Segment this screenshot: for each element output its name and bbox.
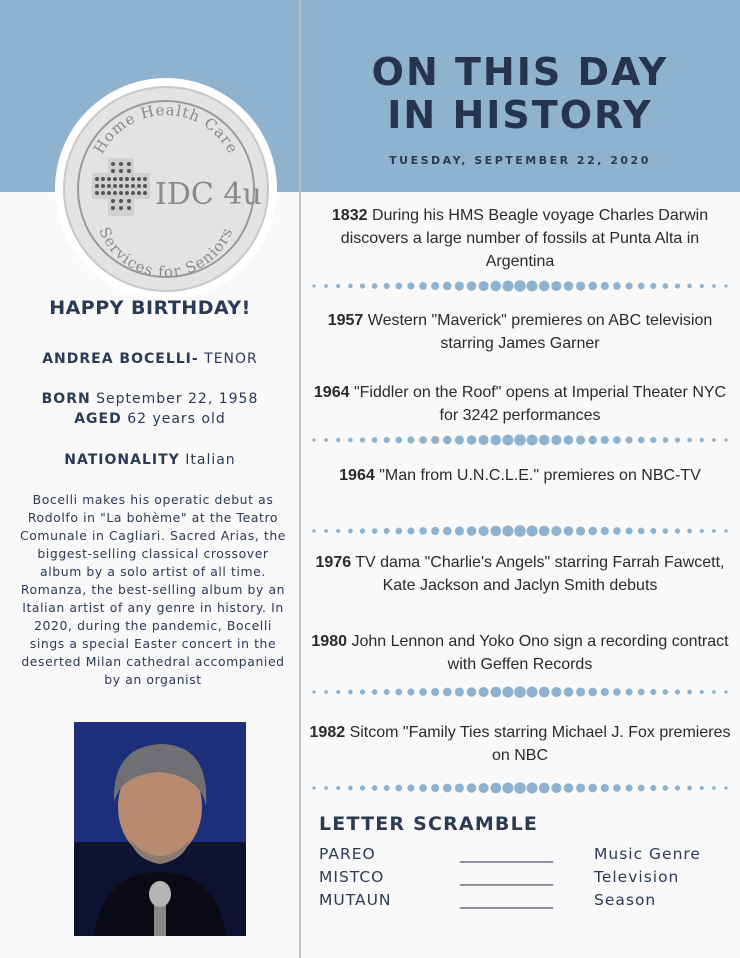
divider-dot	[467, 526, 477, 536]
divider-dot	[324, 438, 328, 442]
divider-dot	[687, 529, 692, 534]
divider-dot	[588, 527, 597, 536]
divider-dot	[638, 283, 645, 290]
divider-dot	[613, 784, 621, 792]
dot-divider	[310, 432, 730, 448]
divider-dot	[431, 282, 439, 290]
event-1982	[305, 721, 735, 767]
divider-dot	[576, 435, 585, 444]
divider-dot	[372, 689, 378, 695]
divider-dot	[348, 284, 353, 289]
aged-label: AGED	[74, 411, 122, 427]
divider-dot	[527, 525, 538, 536]
divider-dot	[588, 282, 597, 291]
divider-dot	[626, 527, 633, 534]
divider-dot	[675, 283, 680, 288]
divider-dot	[626, 784, 633, 791]
divider-dot	[407, 688, 414, 695]
divider-dot	[712, 438, 716, 442]
divider-dot	[700, 690, 704, 694]
event-year: 1964	[313, 384, 350, 401]
divider-dot	[490, 687, 501, 698]
divider-dot	[539, 435, 550, 446]
scramble-row	[319, 891, 719, 913]
divider-dot	[724, 529, 727, 532]
divider-dot	[663, 689, 669, 695]
divider-dot	[712, 529, 716, 533]
logo-artwork	[55, 78, 277, 300]
divider-dot	[601, 688, 609, 696]
divider-dot	[687, 690, 692, 695]
divider-dot	[348, 438, 353, 443]
svg-text:Services for Seniors	[95, 224, 236, 281]
divider-dot	[455, 687, 464, 696]
scramble-row	[319, 868, 719, 890]
divider-dot	[626, 688, 633, 695]
divider-dot	[626, 282, 633, 289]
divider-dot	[663, 528, 669, 534]
divider-dot	[551, 687, 561, 697]
divider-dot	[419, 436, 427, 444]
divider-dot	[360, 689, 365, 694]
divider-dot	[348, 690, 353, 695]
divider-dot	[638, 437, 645, 444]
divider-dot	[601, 436, 609, 444]
divider-dot	[467, 435, 477, 445]
divider-dot	[384, 283, 390, 289]
birthday-bio: Bocelli makes his operatic debut as Rodolfo in "La bohème" at the Teatro Comunale in Cagliari. Sacred Arias, the biggest-selling classical crossover album by a solo artist of all time. Romanza, the best-selling album by an Italian artist of any genre in history. In 2020, during the pandemic, Bocelli sings a special Easter concert in the deserted Milan cathedral accompanied by an organist	[19, 492, 287, 687]
nationality-value: Italian	[185, 452, 236, 468]
divider-dot	[638, 785, 645, 792]
divider-dot	[443, 436, 452, 445]
divider-dot	[527, 782, 538, 793]
divider-dot	[663, 785, 669, 791]
divider-dot	[700, 786, 704, 790]
divider-dot	[724, 284, 727, 287]
divider-dot	[601, 527, 609, 535]
divider-dot	[312, 438, 315, 441]
divider-dot	[324, 690, 328, 694]
divider-dot	[675, 528, 680, 533]
page-date: TUESDAY, SEPTEMBER 22, 2020	[389, 154, 651, 167]
divider-dot	[419, 527, 427, 535]
divider-dot	[360, 283, 365, 288]
divider-dot	[613, 282, 621, 290]
divider-dot	[514, 686, 526, 698]
divider-dot	[539, 783, 550, 794]
divider-dot	[419, 282, 427, 290]
born-value: September 22, 1958	[96, 391, 259, 407]
event-text: Sitcom "Family Ties starring Michael J. Fox premieres on NBC	[349, 724, 731, 764]
divider-dot	[514, 434, 526, 446]
divider-dot	[650, 689, 656, 695]
event-text: Western "Maverick" premieres on ABC television starring James Garner	[367, 312, 713, 352]
divider-dot	[675, 437, 680, 442]
divider-dot	[467, 687, 477, 697]
dot-divider	[310, 780, 730, 796]
divider-dot	[490, 281, 501, 292]
divider-dot	[395, 528, 402, 535]
divider-dot	[502, 434, 513, 445]
divider-dot	[336, 438, 340, 442]
divider-dot	[431, 527, 439, 535]
divider-dot	[588, 688, 597, 697]
dot-divider-graphic	[310, 278, 730, 294]
divider-dot	[613, 436, 621, 444]
divider-dot	[384, 528, 390, 534]
dot-divider-graphic	[310, 780, 730, 796]
divider-dot	[431, 784, 439, 792]
birthday-heading: HAPPY BIRTHDAY!	[49, 297, 251, 319]
event-text: "Man from U.N.C.L.E." premieres on NBC-TV	[379, 467, 701, 484]
scramble-blank: ____________	[460, 845, 553, 863]
nationality-label: NATIONALITY	[64, 452, 180, 468]
divider-dot	[348, 529, 353, 534]
divider-dot	[312, 786, 315, 789]
divider-dot	[638, 528, 645, 535]
divider-dot	[588, 784, 597, 793]
divider-dot	[479, 687, 489, 697]
divider-dot	[712, 284, 716, 288]
divider-dot	[564, 687, 574, 697]
svg-text:Home Health Care	[90, 101, 242, 157]
divider-dot	[324, 529, 328, 533]
divider-dot	[443, 784, 452, 793]
divider-dot	[675, 689, 680, 694]
divider-dot	[372, 528, 378, 534]
scramble-row	[319, 845, 719, 867]
divider-dot	[650, 785, 656, 791]
divider-dot	[601, 784, 609, 792]
scramble-blank: ____________	[460, 868, 553, 886]
divider-dot	[502, 782, 513, 793]
divider-dot	[650, 283, 656, 289]
divider-dot	[490, 783, 501, 794]
divider-dot	[687, 438, 692, 443]
divider-dot	[502, 686, 513, 697]
event-1976	[305, 551, 735, 597]
event-1980	[305, 630, 735, 676]
divider-dot	[479, 783, 489, 793]
portrait-illustration	[74, 722, 246, 936]
medical-cross-icon	[92, 158, 150, 216]
divider-dot	[712, 690, 716, 694]
scramble-hint: Music Genre	[594, 845, 701, 863]
event-text: John Lennon and Yoko Ono sign a recording contract with Geffen Records	[351, 633, 729, 673]
divider-dot	[336, 284, 340, 288]
divider-dot	[395, 283, 402, 290]
divider-dot	[700, 529, 704, 533]
divider-dot	[490, 526, 501, 537]
event-text: TV dama "Charlie's Angels" starring Farrah Fawcett, Kate Jackson and Jaclyn Smith debuts	[355, 554, 725, 594]
divider-dot	[601, 282, 609, 290]
event-year: 1832	[331, 207, 368, 224]
divider-dot	[539, 281, 550, 292]
divider-dot	[443, 282, 452, 291]
divider-dot	[455, 281, 464, 290]
divider-dot	[419, 784, 427, 792]
person-name: ANDREA BOCELLI-	[42, 351, 199, 367]
event-year: 1957	[327, 312, 364, 329]
divider-dot	[312, 529, 315, 532]
divider-dot	[650, 528, 656, 534]
divider-dot	[514, 525, 526, 537]
aged-line	[0, 411, 300, 427]
event-1964-uncle	[305, 464, 735, 487]
divider-dot	[407, 436, 414, 443]
divider-dot	[455, 783, 464, 792]
event-text: During his HMS Beagle voyage Charles Darwin discovers a large number of fossils at Punta Alta in Argentina	[340, 207, 709, 270]
divider-dot	[407, 282, 414, 289]
scramble-hint: Television	[594, 868, 680, 886]
dot-divider-graphic	[310, 523, 730, 539]
divider-dot	[455, 526, 464, 535]
event-1957	[305, 309, 735, 355]
divider-dot	[700, 284, 704, 288]
divider-dot	[336, 690, 340, 694]
divider-dot	[479, 435, 489, 445]
company-logo	[55, 78, 277, 300]
divider-dot	[650, 437, 656, 443]
divider-dot	[551, 435, 561, 445]
divider-dot	[336, 786, 340, 790]
born-line	[0, 391, 300, 407]
event-1832	[305, 204, 735, 273]
divider-dot	[514, 782, 526, 794]
divider-dot	[564, 435, 574, 445]
divider-dot	[576, 281, 585, 290]
scramble-blank: ____________	[460, 891, 553, 909]
logo-brand: IDC 4u	[155, 177, 262, 212]
divider-dot	[372, 283, 378, 289]
divider-dot	[613, 688, 621, 696]
divider-dot	[443, 688, 452, 697]
divider-dot	[588, 436, 597, 445]
divider-dot	[724, 786, 727, 789]
divider-dot	[348, 786, 353, 791]
divider-dot	[372, 785, 378, 791]
event-year: 1964	[339, 467, 375, 484]
divider-dot	[564, 526, 574, 536]
born-label: BORN	[41, 391, 91, 407]
dot-divider-graphic	[310, 432, 730, 448]
event-year: 1980	[311, 633, 347, 650]
logo-top-text: Home Health Care	[89, 100, 243, 157]
divider-dot	[407, 527, 414, 534]
divider-dot	[360, 437, 365, 442]
divider-dot	[551, 526, 561, 536]
scramble-hint: Season	[594, 891, 657, 909]
divider-dot	[324, 786, 328, 790]
divider-dot	[467, 281, 477, 291]
divider-dot	[324, 284, 328, 288]
event-text: "Fiddler on the Roof" opens at Imperial Theater NYC for 3242 performances	[353, 384, 727, 424]
divider-dot	[360, 528, 365, 533]
divider-dot	[490, 435, 501, 446]
divider-dot	[479, 526, 489, 536]
nationality-line	[0, 452, 300, 468]
divider-dot	[312, 284, 315, 287]
divider-dot	[395, 689, 402, 696]
divider-dot	[527, 280, 538, 291]
scramble-word: PAREO	[319, 845, 376, 863]
divider-dot	[724, 438, 727, 441]
divider-dot	[479, 281, 489, 291]
divider-dot	[384, 437, 390, 443]
dot-divider	[310, 684, 730, 700]
divider-dot	[613, 527, 621, 535]
divider-dot	[514, 280, 526, 292]
divider-dot	[539, 687, 550, 698]
divider-dot	[712, 786, 716, 790]
dot-divider	[310, 278, 730, 294]
divider-dot	[467, 783, 477, 793]
scramble-title: LETTER SCRAMBLE	[319, 813, 539, 835]
aged-value: 62 years old	[127, 411, 226, 427]
divider-dot	[724, 690, 727, 693]
person-role: TENOR	[204, 351, 258, 367]
page-title-line1: ON THIS DAY	[371, 50, 669, 94]
divider-dot	[419, 688, 427, 696]
person-photo	[74, 722, 246, 936]
divider-dot	[407, 784, 414, 791]
divider-dot	[395, 437, 402, 444]
divider-dot	[455, 435, 464, 444]
divider-dot	[700, 438, 704, 442]
dot-divider-graphic	[310, 684, 730, 700]
divider-dot	[576, 783, 585, 792]
divider-dot	[360, 785, 365, 790]
page-title-line2: IN HISTORY	[387, 93, 653, 137]
divider-dot	[443, 527, 452, 536]
divider-dot	[551, 783, 561, 793]
column-divider	[299, 0, 301, 958]
divider-dot	[527, 686, 538, 697]
event-year: 1976	[315, 554, 352, 571]
divider-dot	[312, 690, 315, 693]
dot-divider	[310, 523, 730, 539]
divider-dot	[384, 689, 390, 695]
divider-dot	[663, 283, 669, 289]
event-1964-fiddler	[305, 381, 735, 427]
divider-dot	[576, 526, 585, 535]
divider-dot	[395, 785, 402, 792]
divider-dot	[372, 437, 378, 443]
divider-dot	[551, 281, 561, 291]
scramble-word: MISTCO	[319, 868, 385, 886]
divider-dot	[663, 437, 669, 443]
divider-dot	[502, 280, 513, 291]
divider-dot	[384, 785, 390, 791]
divider-dot	[638, 689, 645, 696]
event-year: 1982	[309, 724, 346, 741]
scramble-word: MUTAUN	[319, 891, 392, 909]
divider-dot	[687, 786, 692, 791]
birthday-person	[0, 351, 300, 367]
divider-dot	[527, 434, 538, 445]
divider-dot	[687, 284, 692, 289]
divider-dot	[502, 525, 513, 536]
divider-dot	[431, 436, 439, 444]
divider-dot	[576, 687, 585, 696]
logo-bottom-text: Services for Seniors	[95, 224, 237, 282]
divider-dot	[675, 785, 680, 790]
divider-dot	[431, 688, 439, 696]
divider-dot	[539, 526, 550, 537]
divider-dot	[626, 436, 633, 443]
divider-dot	[336, 529, 340, 533]
divider-dot	[564, 281, 574, 291]
divider-dot	[564, 783, 574, 793]
